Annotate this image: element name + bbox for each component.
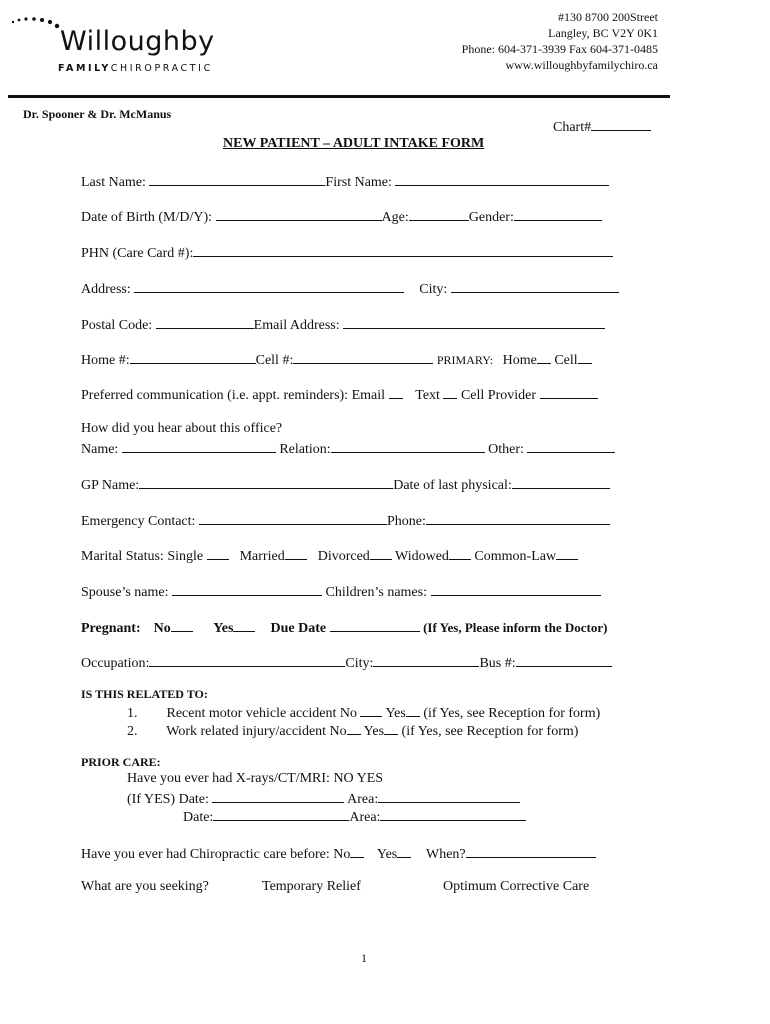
gp-name-field[interactable] (139, 475, 393, 489)
pref-text-field[interactable] (443, 385, 457, 399)
doctors-names: Dr. Spooner & Dr. McManus (23, 107, 172, 121)
row-pregnant: Pregnant: No Yes Due Date (If Yes, Please inform the Doctor) (81, 620, 608, 636)
postal-code-field[interactable] (156, 315, 254, 329)
address-field[interactable] (134, 279, 404, 293)
phone-fax-line: Phone: 604-371-3939 Fax 604-371-0485 (461, 42, 658, 56)
email-field[interactable] (343, 315, 605, 329)
row-postal: Postal Code: Email Address: (81, 315, 605, 334)
mva-yes-field[interactable] (406, 703, 420, 717)
dob-field[interactable] (216, 207, 382, 221)
pref-email-field[interactable] (389, 385, 403, 399)
divorced-field[interactable] (370, 546, 392, 560)
pregnant-no-field[interactable] (171, 618, 193, 632)
address-line-1: #130 8700 200Street (558, 10, 658, 24)
seeking-option-corrective[interactable]: Optimum Corrective Care (443, 879, 590, 894)
work-yes-field[interactable] (384, 721, 398, 735)
row-dob: Date of Birth (M/D/Y): Age: Gender: (81, 207, 602, 226)
clinic-address (462, 9, 658, 73)
common-law-field[interactable] (556, 546, 578, 560)
row-marital: Marital Status: Single Married Divorced Widowed Common-Law (81, 546, 578, 565)
emergency-phone-field[interactable] (426, 511, 610, 525)
row-emergency: Emergency Contact: Phone: (81, 511, 610, 530)
spouse-name-field[interactable] (172, 582, 322, 596)
referral-name-field[interactable] (122, 439, 276, 453)
occupation-field[interactable] (149, 653, 345, 667)
home-phone-field[interactable] (130, 350, 256, 364)
xray-area-2-field[interactable] (380, 807, 526, 821)
row-preferred-comm: Preferred communication (i.e. appt. reminders): Email Text Cell Provider (81, 385, 598, 404)
page-number: 1 (361, 951, 367, 965)
logo-subtitle (58, 63, 213, 74)
row-gp: GP Name: Date of last physical: (81, 475, 610, 494)
chiro-when-field[interactable] (466, 844, 596, 858)
last-name-field[interactable] (149, 172, 325, 186)
row-xray-date-1: (If YES) Date: Area: (127, 789, 520, 808)
row-phones: Home #: Cell #: PRIMARY: Home Cell (81, 350, 592, 369)
related-item-2: 2. Work related injury/accident No Yes (if Yes, see Reception for form) (127, 721, 578, 740)
address-line-2: Langley, BC V2Y 0K1 (548, 26, 658, 40)
row-address: Address: City: (81, 279, 619, 298)
website[interactable]: www.willoughbyfamilychiro.ca (505, 58, 658, 72)
married-field[interactable] (285, 546, 307, 560)
children-names-field[interactable] (431, 582, 601, 596)
gender-field[interactable] (514, 207, 602, 221)
row-occupation: Occupation: City: Bus #: (81, 653, 612, 672)
row-name: Last Name: First Name: (81, 172, 609, 191)
due-date-field[interactable] (330, 618, 420, 632)
row-xray-date-2: Date: Area: (183, 807, 526, 826)
seeking-question: What are you seeking? (81, 879, 209, 894)
chiro-no-field[interactable] (350, 844, 364, 858)
cell-phone-field[interactable] (293, 350, 433, 364)
widowed-field[interactable] (449, 546, 471, 560)
occupation-city-field[interactable] (373, 653, 479, 667)
cell-provider-field[interactable] (540, 385, 598, 399)
chart-number: Chart# (553, 117, 651, 136)
row-chiro-before: Have you ever had Chiropractic care before: No Yes When? (81, 844, 596, 863)
last-physical-field[interactable] (512, 475, 610, 489)
xray-date-1-field[interactable] (212, 789, 344, 803)
xray-area-1-field[interactable] (378, 789, 520, 803)
primary-cell-field[interactable] (578, 350, 592, 364)
hear-question: How did you hear about this office? (81, 421, 283, 436)
logo-sub-rest: CHIROPRACTIC (110, 63, 213, 74)
logo (10, 10, 215, 80)
phn-field[interactable] (193, 243, 613, 257)
work-no-field[interactable] (347, 721, 361, 735)
related-heading: IS THIS RELATED TO: (81, 687, 208, 701)
row-phn: PHN (Care Card #): (81, 243, 613, 262)
single-field[interactable] (207, 546, 229, 560)
chiro-yes-field[interactable] (397, 844, 411, 858)
mva-no-field[interactable] (360, 703, 382, 717)
referral-other-field[interactable] (527, 439, 615, 453)
city-field[interactable] (451, 279, 619, 293)
pregnancy-notice: (If Yes, Please inform the Doctor) (423, 620, 608, 635)
row-family: Spouse’s name: Children’s names: (81, 582, 601, 601)
primary-home-field[interactable] (537, 350, 551, 364)
referral-relation-field[interactable] (331, 439, 485, 453)
xray-question: Have you ever had X-rays/CT/MRI: NO YES (127, 771, 384, 786)
header-divider (8, 95, 670, 98)
logo-sub-bold: FAMILY (58, 63, 111, 74)
logo-name: Willoughby (60, 26, 215, 57)
related-item-1: 1. Recent motor vehicle accident No Yes (if Yes, see Reception for form) (127, 703, 600, 722)
pregnant-yes-field[interactable] (233, 618, 255, 632)
age-field[interactable] (409, 207, 469, 221)
prior-care-heading: PRIOR CARE: (81, 755, 161, 769)
row-referral: Name: Relation: Other: (81, 439, 615, 458)
first-name-field[interactable] (395, 172, 609, 186)
form-title: NEW PATIENT – ADULT INTAKE FORM (223, 136, 485, 151)
seeking-option-temporary[interactable]: Temporary Relief (262, 879, 361, 894)
bus-number-field[interactable] (516, 653, 612, 667)
xray-date-2-field[interactable] (213, 807, 349, 821)
chart-number-field[interactable] (591, 117, 651, 131)
emergency-contact-field[interactable] (199, 511, 387, 525)
